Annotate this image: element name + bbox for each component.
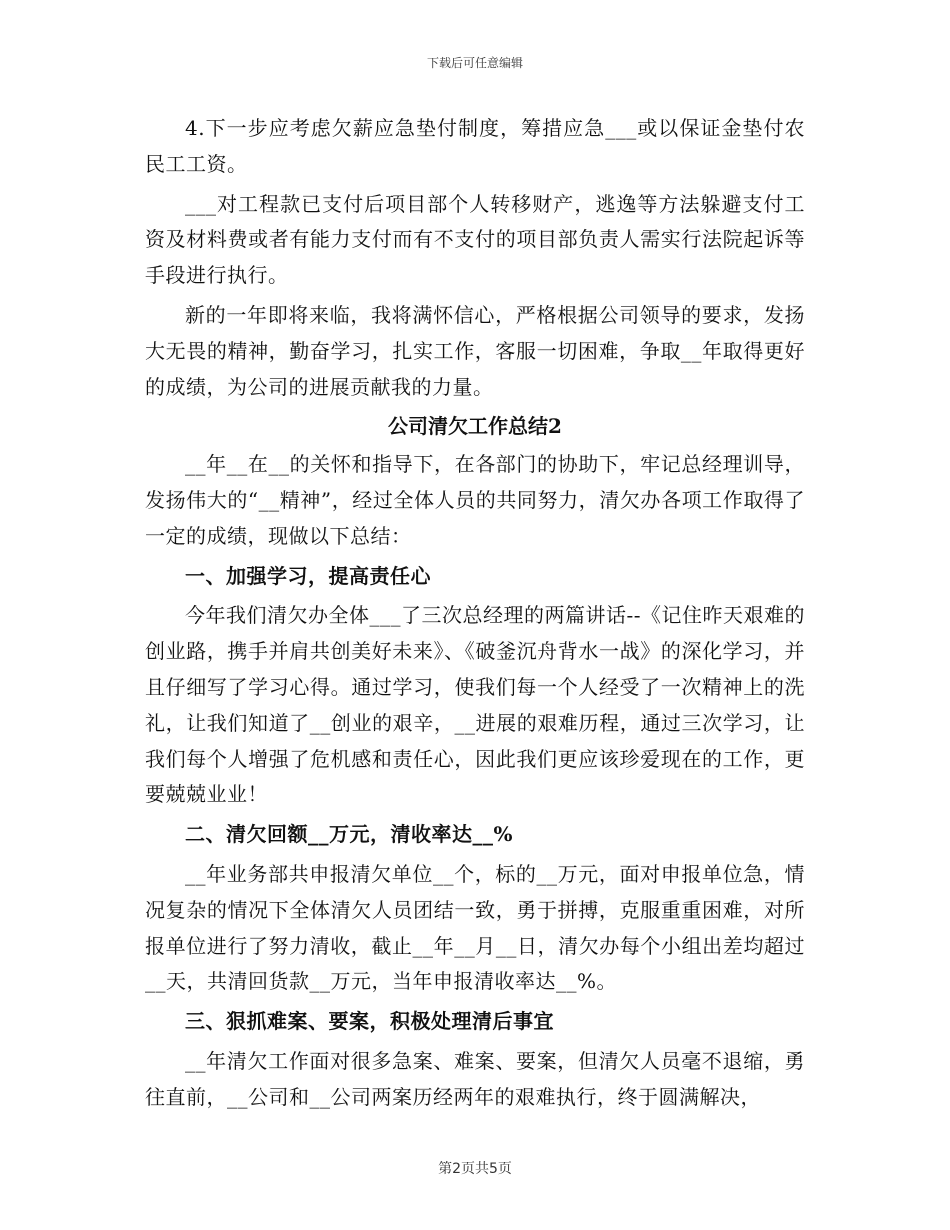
document-body [145, 111, 805, 1120]
section-body: __年业务部共申报清欠单位__个，标的__万元，面对申报单位急，情况复杂的情况下全体清欠人员团结一致，勇于拼搏，克服重重困难，对所报单位进行了努力清收，截止__年__月__日，清欠办每个小组出差均超过__天，共清回货款__万元，当年申报清收率达__%。 [145, 861, 805, 994]
section-body: __年清欠工作面对很多急案、难案、要案，但清欠人员毫不退缩，勇往直前，__公司和__公司两案历经两年的艰难执行，终于圆满解决， [145, 1048, 805, 1109]
page-header: 下载后可任意编辑 [426, 56, 523, 70]
section-title: 公司清欠工作总结2 [388, 414, 562, 439]
section-body: 今年我们清欠办全体___了三次总经理的两篇讲话--《记住昨天艰难的创业路，携手并肩共创美好未来》、《破釜沉舟背水一战》的深化学习，并且仔细写了学习心得。通过学习，使我们每一个人经受了一次精神上的洗礼，让我们知道了__创业的艰辛，__进展的艰难历程，通过三次学习，让我们每个人增强了危机感和责任心，因此我们更应该珍爱现在的工作，更要兢兢业业！ [145, 603, 806, 807]
paragraph: 新的一年即将来临，我将满怀信心，严格根据公司领导的要求，发扬大无畏的精神，勤奋学习，扎实工作，客服一切困难，争取__年取得更好的成绩，为公司的进展贡献我的力量。 [145, 302, 805, 399]
section-heading: 二、清欠回额__万元，清收率达__% [185, 822, 514, 847]
paragraph: ___对工程款已支付后项目部个人转移财产，逃逸等方法躲避支付工资及材料费或者有能力支付而有不支付的项目部负责人需实行法院起诉等手段进行执行。 [145, 191, 805, 288]
section-heading: 一、加强学习，提高责任心 [185, 563, 431, 588]
page-footer: 第2页共5页 [438, 1161, 512, 1177]
intro-paragraph: __年__在__的关怀和指导下，在各部门的协助下，牢记总经理训导，发扬伟大的“__精神”，经过全体人员的共同努力，清欠办各项工作取得了一定的成绩，现做以下总结： [145, 452, 805, 548]
section-heading: 三、狠抓难案、要案，积极处理清后事宜 [185, 1009, 554, 1034]
paragraph: 4.下一步应考虑欠薪应急垫付制度，筹措应急___或以保证金垫付农民工工资。 [145, 116, 805, 176]
